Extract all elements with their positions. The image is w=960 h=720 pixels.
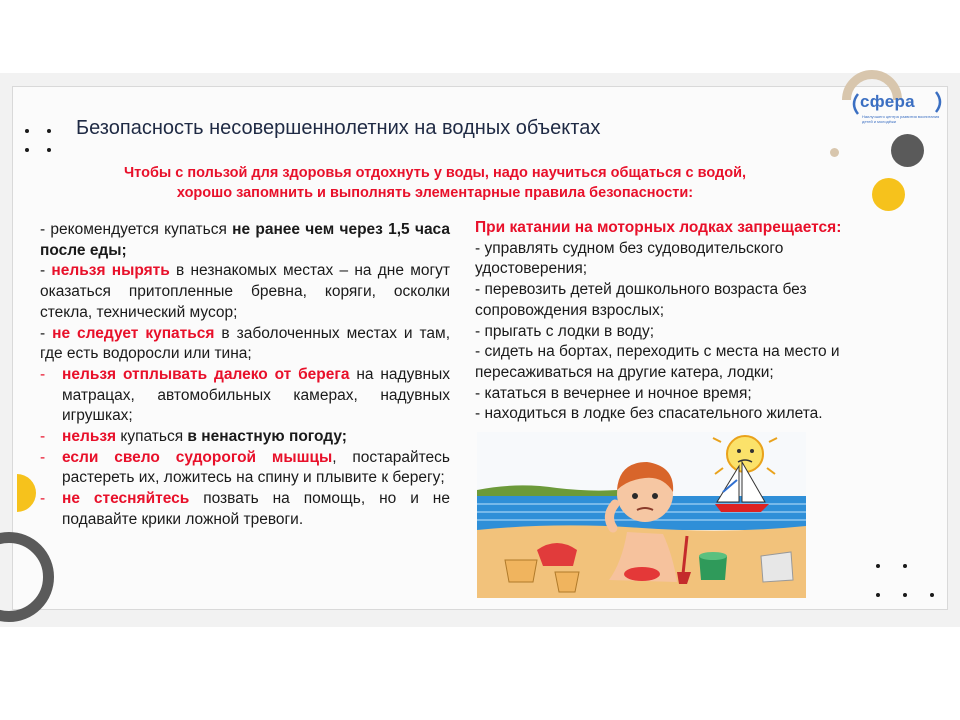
intro-line-1: Чтобы с пользой для здоровья отдохнуть у воды, надо научиться общаться с водой, — [123, 165, 747, 181]
list-item: - рекомендуется купаться не ранее чем через 1,5 часа после еды; — [40, 221, 450, 259]
decor-grey-circle — [891, 134, 924, 167]
decor-dot — [903, 593, 907, 597]
list-item: - кататься в вечернее и ночное время; — [475, 384, 752, 402]
decor-dot — [25, 148, 29, 152]
decor-dot — [903, 564, 907, 568]
swimming-rules-list — [40, 220, 450, 531]
list-item: - нельзя нырять в незнакомых местах – на дне могут оказаться притопленные бревна, коряги, осколки стекла, технический мусор; — [40, 262, 451, 321]
decor-yellow-circle — [872, 178, 905, 211]
decor-dot — [876, 564, 880, 568]
decor-dot — [47, 148, 51, 152]
page-title: Безопасность несовершеннолетних на водных объектах — [76, 117, 601, 139]
list-item: - перевозить детей дошкольного возраста без сопровождения взрослых; — [475, 281, 807, 319]
decor-dot — [25, 129, 29, 133]
logo-subtitle: Наилучшего центра развития воспитания детей и молодёжи — [862, 114, 940, 124]
intro-line-2: хорошо запомнить и выполнять элементарные правила безопасности: — [176, 185, 694, 201]
list-item: - не следует купаться в заболоченных местах и там, где есть водоросли или тина; — [40, 324, 451, 363]
list-item: - сидеть на бортах, переходить с места на место и пересаживаться на другие катера, лодки; — [475, 343, 840, 381]
logo-wordmark: сфера — [860, 92, 915, 111]
decor-dot — [47, 129, 51, 133]
intro-text — [40, 163, 830, 203]
list-item: - нельзя отплывать далеко от берега на надувных матрацах, автомобильных камерах, надувных игрушках; — [40, 365, 451, 425]
boat-rules-heading: При катании на моторных лодках запрещается: — [475, 219, 842, 236]
list-item: - не стесняйтесь позвать на помощь, но и не подавайте крики ложной тревоги. — [40, 490, 450, 528]
boat-rules-list — [475, 218, 895, 425]
list-item: - прыгать с лодки в воду; — [475, 322, 655, 340]
beach-child-illustration — [477, 432, 806, 598]
list-item: - управлять судном без судоводительского удостоверения; — [475, 239, 784, 278]
decor-dot — [876, 593, 880, 597]
list-item: - если свело судорогой мышцы, постарайтесь растереть их, ложитесь на спину и плывите к берегу; — [40, 448, 450, 487]
decor-small-beige-dot — [830, 148, 839, 157]
decor-dot — [930, 593, 934, 597]
list-item: - находиться в лодке без спасательного жилета. — [475, 405, 823, 423]
list-item: - нельзя купаться в ненастную погоду; — [40, 428, 347, 446]
